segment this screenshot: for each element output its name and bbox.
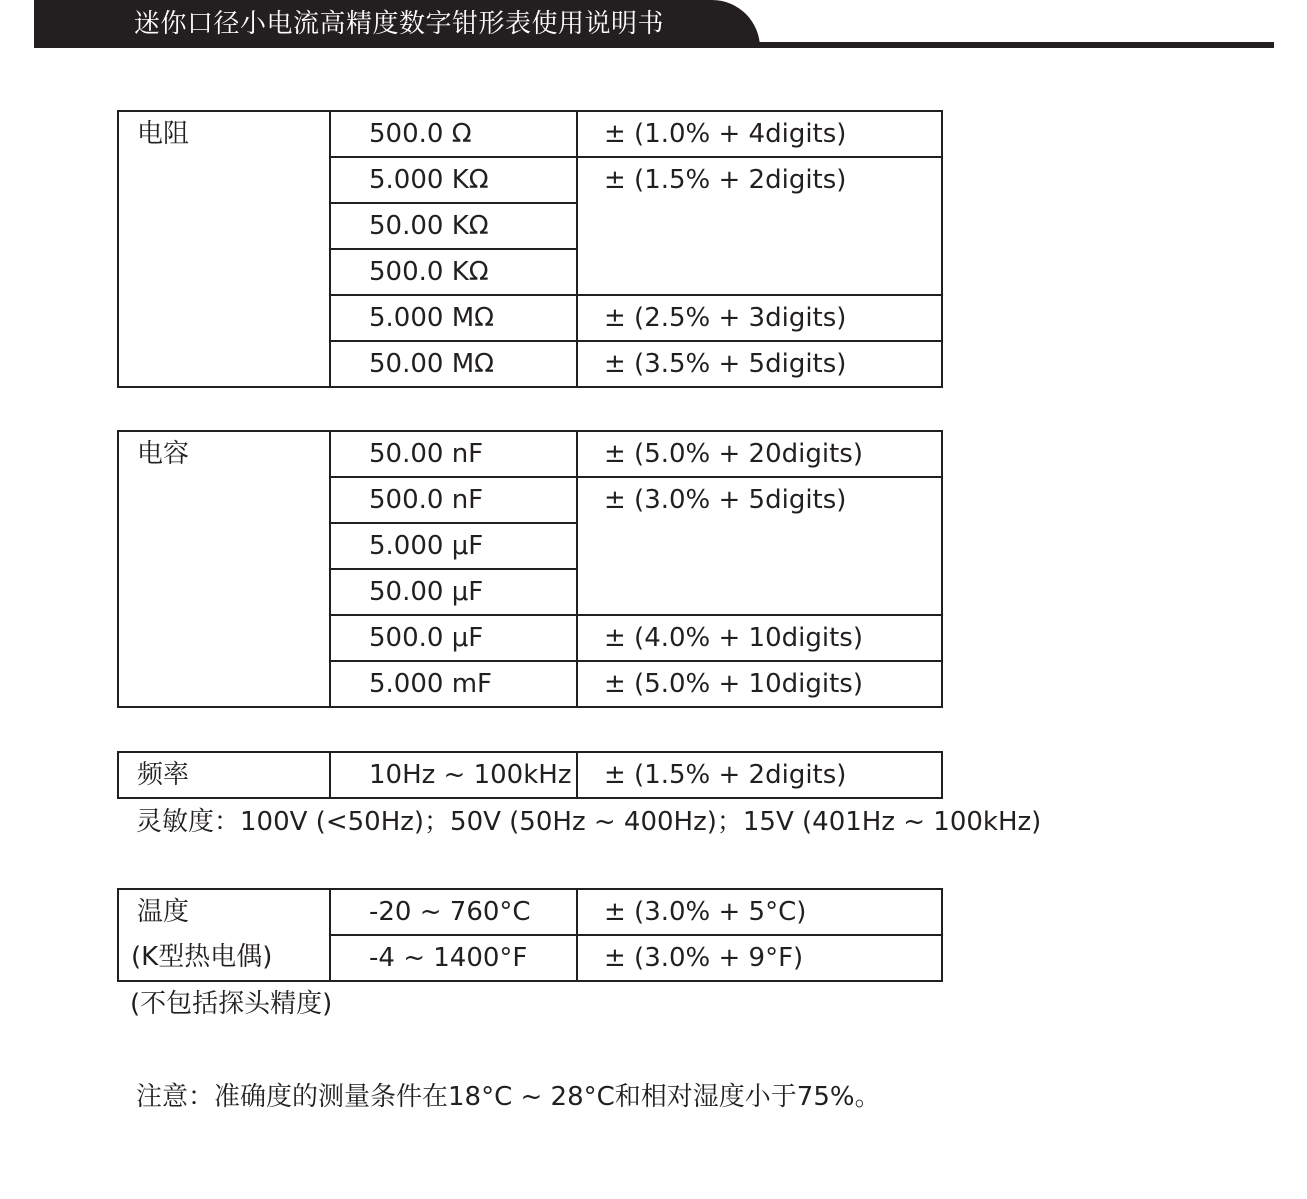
frequency-spec-table (117, 751, 943, 799)
accuracy-cell: ± (3.0% + 9°F) (577, 935, 942, 981)
range-cell: -20 ~ 760°C (330, 889, 577, 935)
range-cell: 50.00 KΩ (330, 203, 577, 249)
table-row (118, 431, 942, 477)
resistance-label: 电阻 (118, 111, 330, 387)
range-cell: 500.0 nF (330, 477, 577, 523)
temperature-label: 温度 (118, 889, 330, 935)
range-cell: 50.00 MΩ (330, 341, 577, 387)
accuracy-cell: ± (1.0% + 4digits) (577, 111, 942, 157)
range-cell: 500.0 μF (330, 615, 577, 661)
table-row (118, 889, 942, 935)
table-row (118, 935, 942, 981)
range-cell: 10Hz ~ 100kHz (330, 752, 577, 798)
accuracy-cell: ± (3.5% + 5digits) (577, 341, 942, 387)
document-title: 迷你口径小电流高精度数字钳形表使用说明书 (134, 9, 665, 39)
accuracy-cell: ± (5.0% + 20digits) (577, 431, 942, 477)
accuracy-cell: ± (4.0% + 10digits) (577, 615, 942, 661)
measurement-conditions-note: 注意：准确度的测量条件在18°C ~ 28°C和相对湿度小于75%。 (136, 1082, 881, 1112)
accuracy-cell: ± (5.0% + 10digits) (577, 661, 942, 707)
header-rule (34, 42, 1274, 48)
table-row (118, 111, 942, 157)
frequency-label: 频率 (118, 752, 330, 798)
range-cell: -4 ~ 1400°F (330, 935, 577, 981)
accuracy-cell: ± (1.5% + 2digits) (577, 157, 942, 295)
range-cell: 500.0 Ω (330, 111, 577, 157)
range-cell: 5.000 KΩ (330, 157, 577, 203)
accuracy-cell: ± (1.5% + 2digits) (577, 752, 942, 798)
capacitance-spec-table (117, 430, 943, 708)
range-cell: 5.000 mF (330, 661, 577, 707)
range-cell: 50.00 nF (330, 431, 577, 477)
capacitance-label: 电容 (118, 431, 330, 707)
range-cell: 5.000 μF (330, 523, 577, 569)
range-cell: 50.00 μF (330, 569, 577, 615)
temperature-spec-table (117, 888, 943, 982)
accuracy-cell: ± (3.0% + 5digits) (577, 477, 942, 615)
accuracy-cell: ± (3.0% + 5°C) (577, 889, 942, 935)
range-cell: 5.000 MΩ (330, 295, 577, 341)
table-row (118, 752, 942, 798)
temperature-sensor-label: (K型热电偶) (118, 935, 330, 981)
frequency-sensitivity-note: 灵敏度：100V (<50Hz)；50V (50Hz ~ 400Hz)；15V (401Hz ~ 100kHz) (136, 807, 1042, 837)
resistance-spec-table (117, 110, 943, 388)
range-cell: 500.0 KΩ (330, 249, 577, 295)
temperature-footnote: (不包括探头精度) (130, 989, 333, 1019)
accuracy-cell: ± (2.5% + 3digits) (577, 295, 942, 341)
